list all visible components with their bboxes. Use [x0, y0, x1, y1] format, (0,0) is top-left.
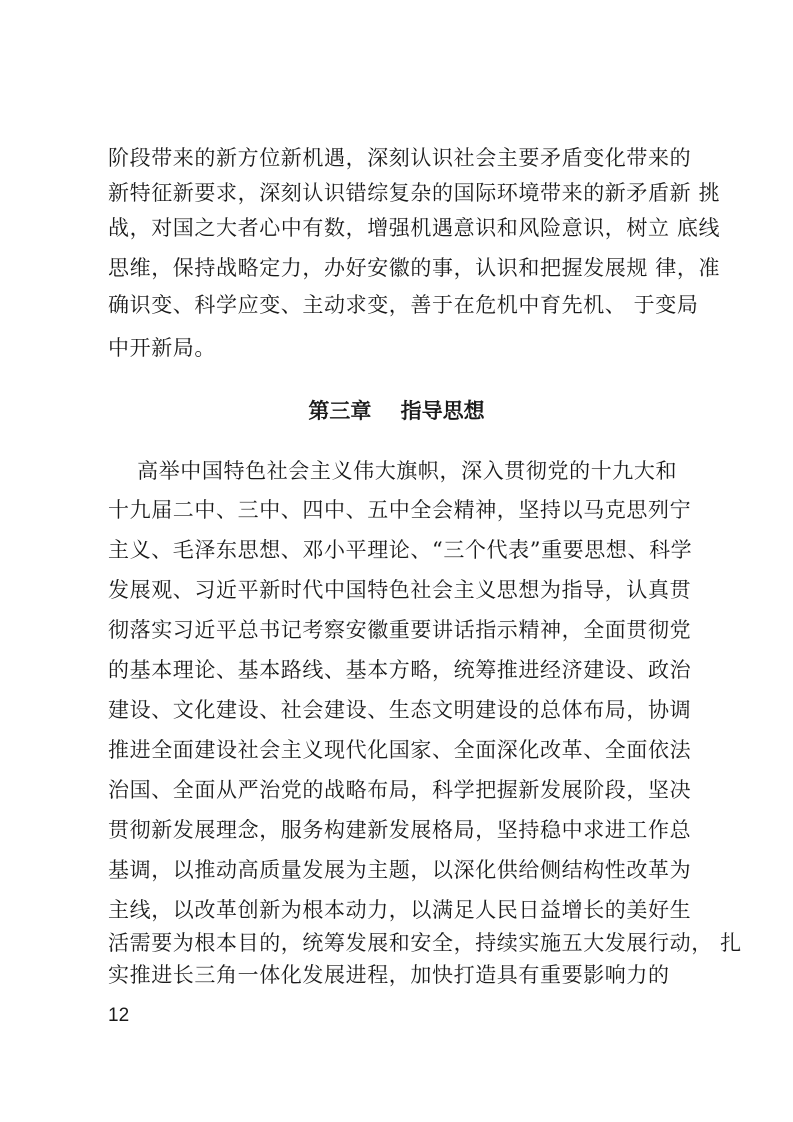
paragraph-1-line-1: 阶段带来的新方位新机遇，深刻认识社会主要矛盾变化带来的 — [108, 146, 692, 170]
paragraph-2-line-10: 贯彻新发展理念，服务构建新发展格局，坚持稳中求进工作总 — [108, 818, 692, 842]
paragraph-2-line-7: 建设、文化建设、社会建设、生态文明建设的总体布局，协调 — [108, 698, 692, 722]
paragraph-2-line-14: 实推进长三角一体化发展进程，加快打造具有重要影响力的 — [108, 963, 670, 987]
paragraph-2-line-5: 彻落实习近平总书记考察安徽重要讲话指示精神，全面贯彻党 — [108, 618, 692, 642]
paragraph-2-line-9: 治国、全面从严治党的战略布局，科学把握新发展阶段，坚决 — [108, 778, 692, 802]
paragraph-1-line-6: 中开新局。 — [108, 336, 216, 360]
paragraph-1-line-2: 新特征新要求，深刻认识错综复杂的国际环境带来的新矛盾新 挑 — [108, 181, 721, 205]
chapter-heading: 第三章 指导思想 — [308, 399, 485, 423]
paragraph-1-line-5: 确识变、科学应变、主动求变，善于在危机中育先机、 于变局 — [108, 293, 699, 317]
page-number: 12 — [108, 1005, 130, 1026]
paragraph-2-line-13: 活需要为根本目的，统筹发展和安全，持续实施五大发展行动， 扎 — [108, 931, 742, 955]
paragraph-2-line-3: 主义、毛泽东思想、邓小平理论、“三个代表”重要思想、科学 — [108, 538, 693, 562]
paragraph-2-line-8: 推进全面建设社会主义现代化国家、全面深化改革、全面依法 — [108, 738, 692, 762]
paragraph-2-line-1: 高举中国特色社会主义伟大旗帜，深入贯彻党的十九大和 — [108, 459, 678, 483]
paragraph-2-line-2: 十九届二中、三中、四中、五中全会精神，坚持以马克思列宁 — [108, 498, 692, 522]
paragraph-2-line-4: 发展观、习近平新时代中国特色社会主义思想为指导，认真贯 — [108, 578, 692, 602]
paragraph-1-line-4: 思维，保持战略定力，办好安徽的事，认识和把握发展规 律，准 — [108, 256, 721, 280]
paragraph-2-line-11: 基调，以推动高质量发展为主题，以深化供给侧结构性改革为 — [108, 858, 692, 882]
paragraph-1-line-3: 战，对国之大者心中有数，增强机遇意识和风险意识，树立 底线 — [108, 216, 721, 240]
paragraph-2-line-6: 的基本理论、基本路线、基本方略，统筹推进经济建设、政治 — [108, 658, 692, 682]
paragraph-2-line-12: 主线，以改革创新为根本动力，以满足人民日益增长的美好生 — [108, 898, 692, 922]
